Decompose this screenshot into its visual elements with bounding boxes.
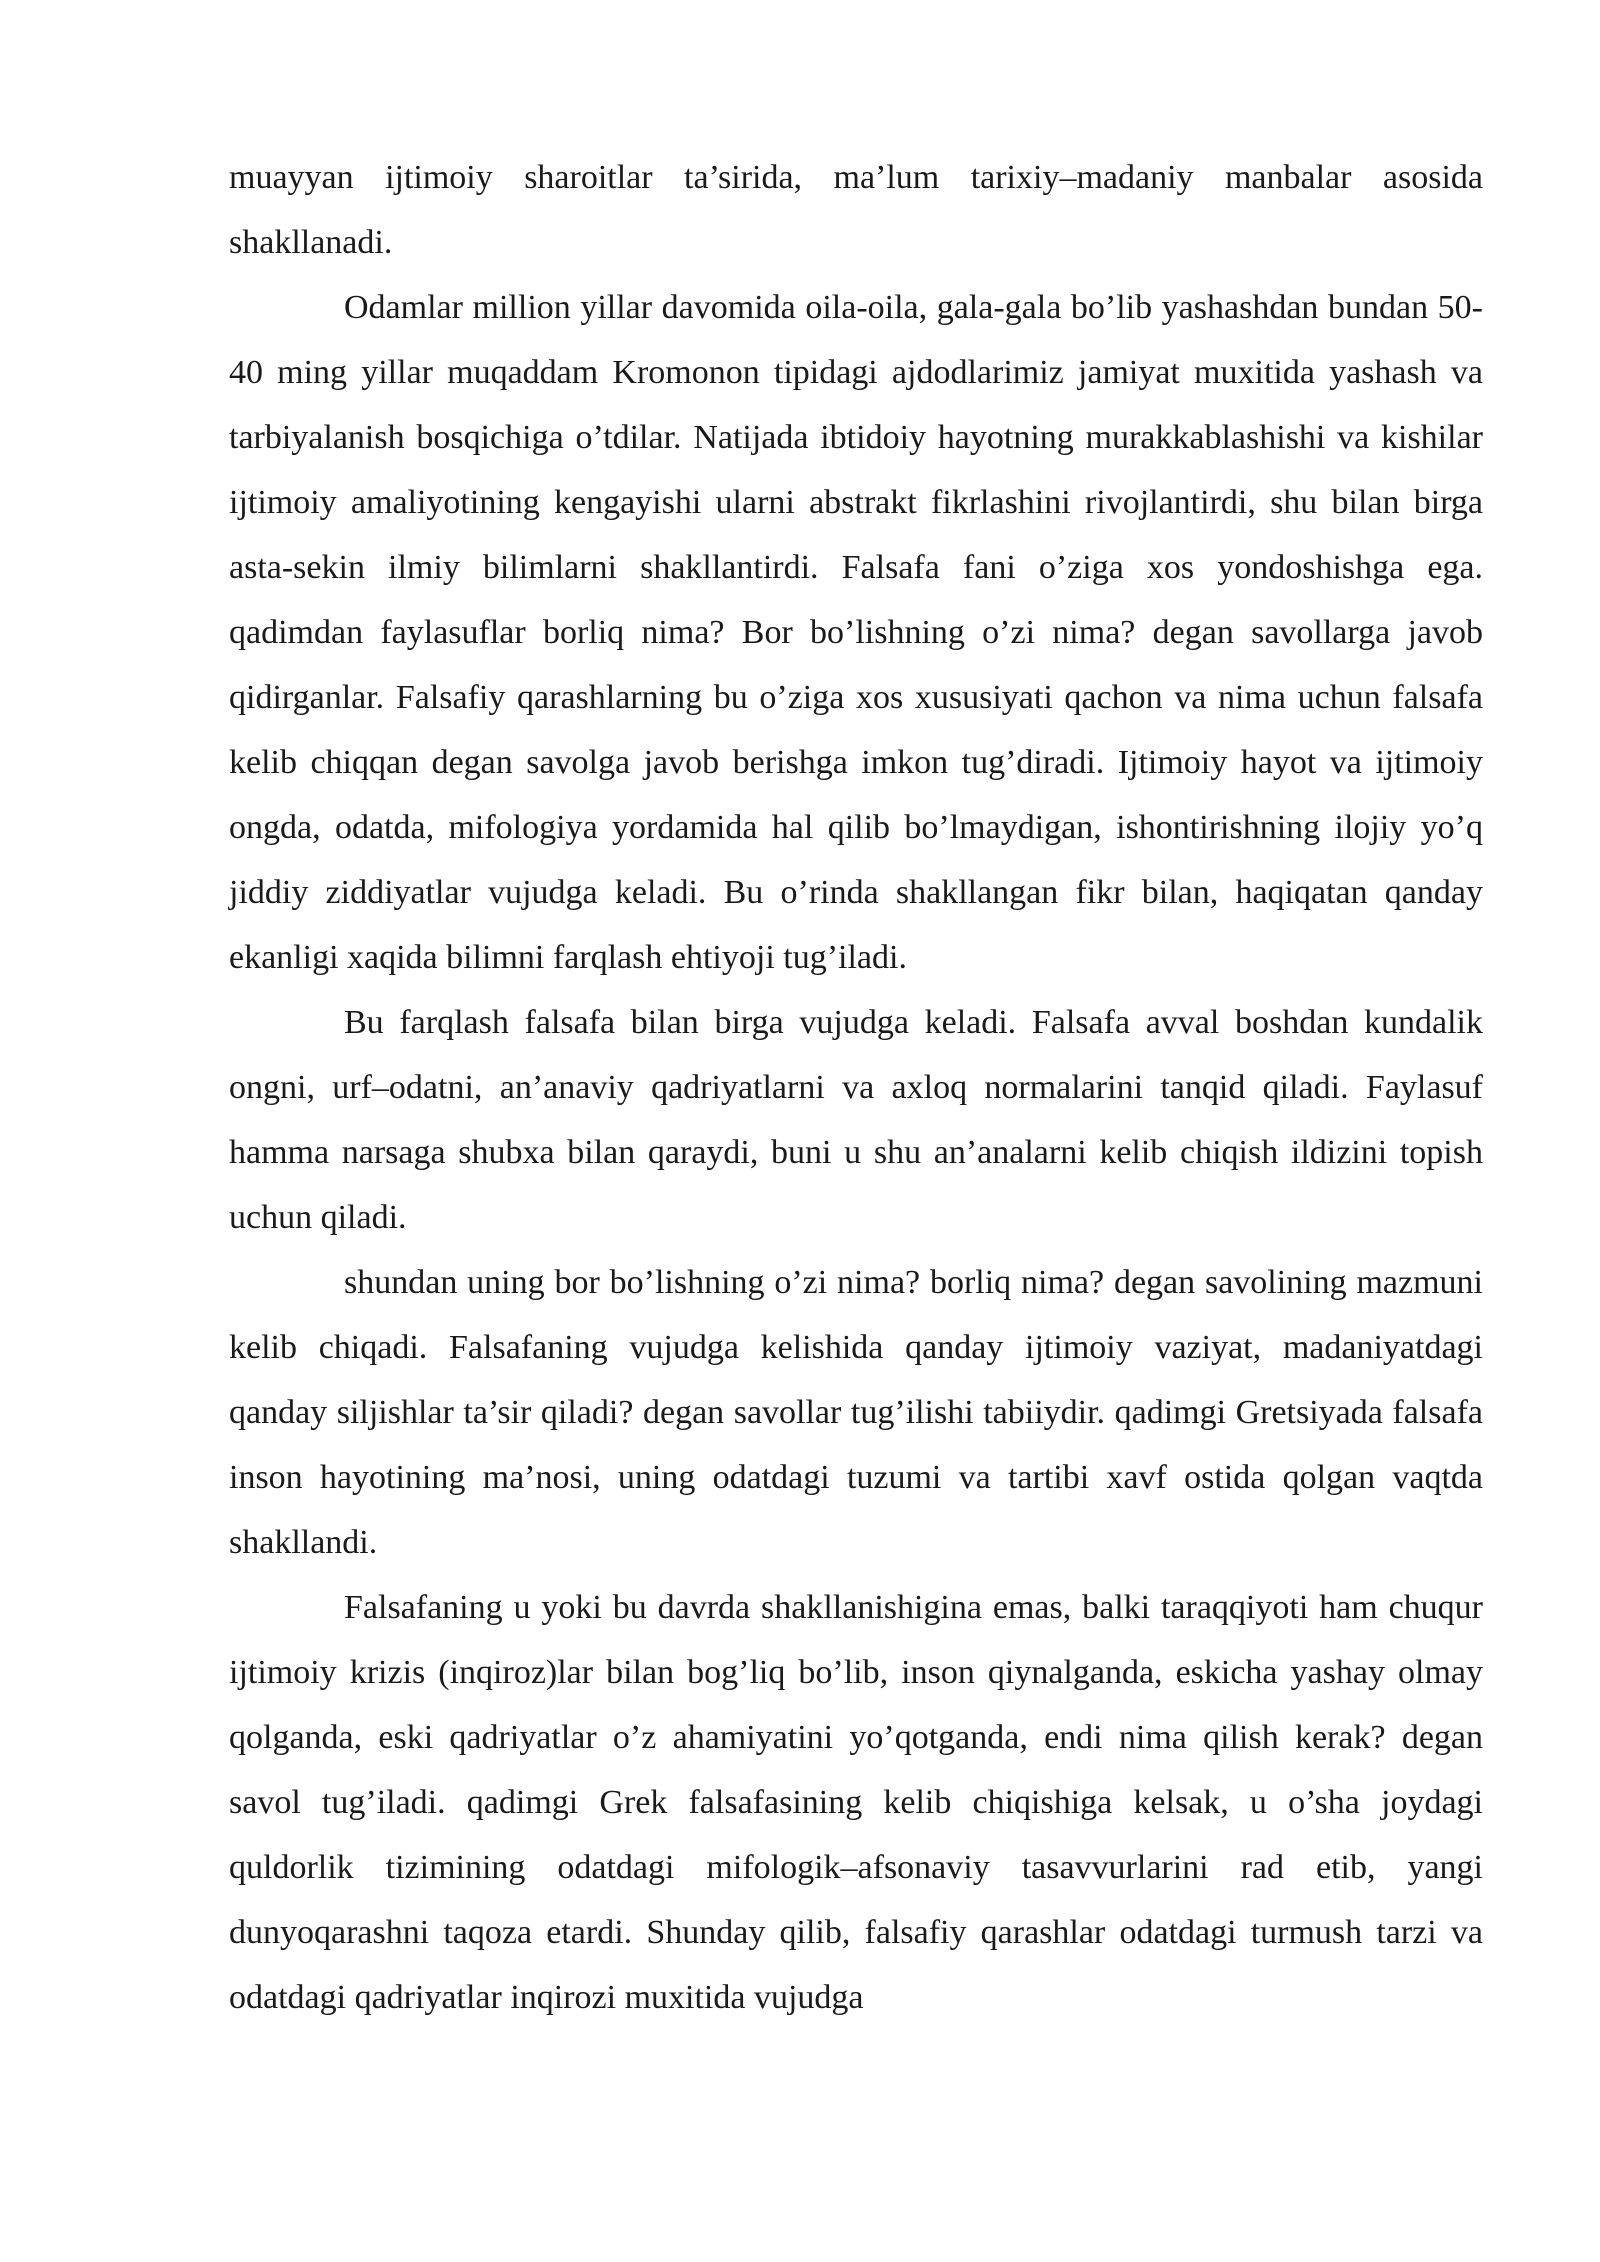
paragraph-4: shundan uning bor bo’lishning o’zi nima? borliq nima? degan savolining mazmuni kelib chiqadi. Falsafaning vujudga kelishida qanday ijtimoiy vaziyat, madaniyatdagi qanday siljishlar ta’sir qiladi? degan savollar tug’ilishi tabiiydir. qadimgi Gretsiyada falsafa inson hayotining ma’nosi, uning odatdagi tuzumi va tartibi xavf ostida qolgan vaqtda shakllandi.: [229, 1264, 1483, 1561]
paragraph-5: Falsafaning u yoki bu davrda shakllanishigina emas, balki taraqqiyoti ham chuqur ijtimoiy krizis (inqiroz)lar bilan bog’liq bo’lib, inson qiynalganda, eskicha yashay olmay qolganda, eski qadriyatlar o’z ahamiyatini yo’qotganda, endi nima qilish kerak? degan savol tug’iladi. qadimgi Grek falsafasining kelib chiqishiga kelsak, u o’sha joydagi quldorlik tizimining odatdagi mifologik–afsonaviy tasavvurlarini rad etib, yangi dunyoqarashni taqoza etardi. Shunday qilib, falsafiy qarashlar odatdagi turmush tarzi va odatdagi qadriyatlar inqirozi muxitida vujudga: [229, 1589, 1483, 2016]
paragraph-3: Bu farqlash falsafa bilan birga vujudga keladi. Falsafa avval boshdan kundalik ongni, urf–odatni, an’anaviy qadriyatlarni va axloq normalarini tanqid qiladi. Faylasuf hamma narsaga shubxa bilan qaraydi, buni u shu an’analarni kelib chiqish ildizini topish uchun qiladi.: [229, 1004, 1483, 1236]
paragraph-2: Odamlar million yillar davomida oila-oila, gala-gala bo’lib yashashdan bundan 50-40 ming yillar muqaddam Kromonon tipidagi ajdodlarimiz jamiyat muxitida yashash va tarbiyalanish bosqichiga o’tdilar. Natijada ibtidoiy hayotning murakkablashishi va kishilar ijtimoiy amaliyotining kengayishi ularni abstrakt fikrlashini rivojlantirdi, shu bilan birga asta-sekin ilmiy bilimlarni shakllantirdi. Falsafa fani o’ziga xos yondoshishga ega. qadimdan faylasuflar borliq nima? Bor bo’lishning o’zi nima? degan savollarga javob qidirganlar. Falsafiy qarashlarning bu o’ziga xos xususiyati qachon va nima uchun falsafa kelib chiqqan degan savolga javob berishga imkon tug’diradi. Ijtimoiy hayot va ijtimoiy ongda, odatda, mifologiya yordamida hal qilib bo’lmaydigan, ishontirishning ilojiy yo’q jiddiy ziddiyatlar vujudga keladi. Bu o’rinda shakllangan fikr bilan, haqiqatan qanday ekanligi xaqida bilimni farqlash ehtiyoji tug’iladi.: [229, 289, 1483, 976]
document-page: [229, 145, 1483, 2030]
paragraph-1: muayyan ijtimoiy sharoitlar ta’sirida, ma’lum tarixiy–madaniy manbalar asosida shakllanadi.: [229, 159, 1483, 261]
